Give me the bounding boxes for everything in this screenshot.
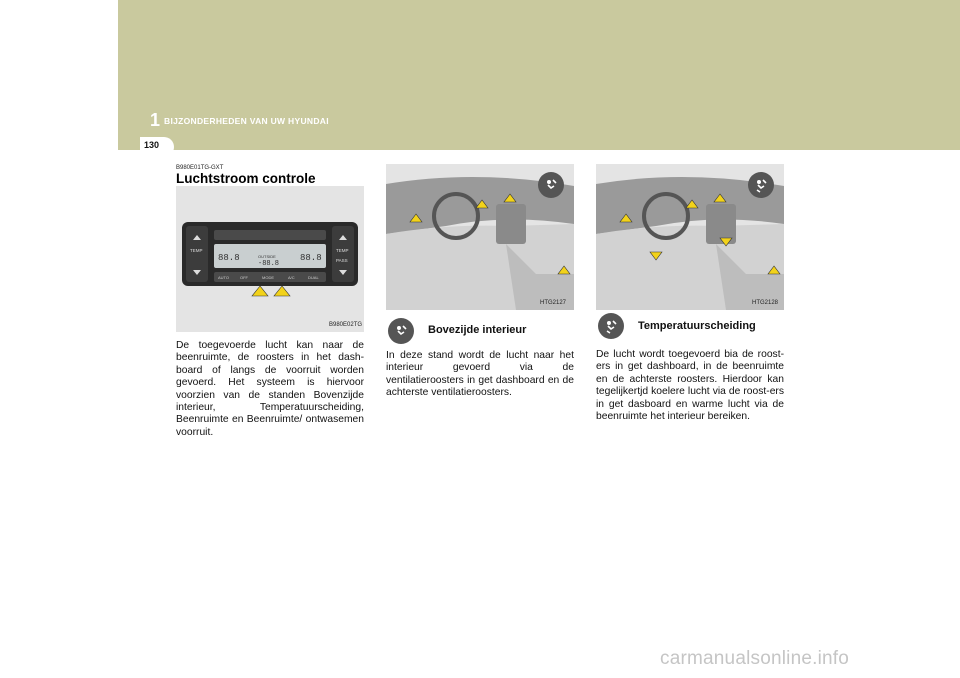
- left-body-text: De toegevoerde lucht kan naar de beenruimte, de roosters in het dash-board of langs de voorruit worden gevoerd. Het systeem is hiervoor voorzien van de standen Bovenzijde interieur, Temperatuurscheiding, Beenruimte en Beenruimte/ ontwasemen voorruit.: [176, 340, 364, 438]
- display-right-temp: 88.8: [300, 253, 322, 263]
- page-number: 130: [144, 140, 160, 150]
- header-band: [118, 0, 960, 150]
- bilevel-mode-icon-small: [598, 313, 624, 339]
- display-outside-temp: -88.8: [258, 260, 280, 268]
- pass-label: PASS: [336, 258, 348, 263]
- vent-mode-icon: [538, 172, 564, 198]
- bilevel-mode-icon: [748, 172, 774, 198]
- figure-code-left: B980E02TG: [329, 322, 363, 328]
- figure-code-middle: HTG2127: [540, 300, 567, 306]
- dashboard-figure-upper: [386, 164, 574, 310]
- chapter-title: BIJZONDERHEDEN VAN UW HYUNDAI: [164, 116, 329, 126]
- panel-button-ac: A/C: [288, 275, 295, 280]
- temp-label-right: TEMP: [336, 248, 349, 253]
- middle-body-text: In deze stand wordt de lucht naar het interieur gevoerd via de ventilatieroosters in get dashboard en de achterste ventilatieroosters.: [386, 350, 574, 399]
- outside-label: OUTSIDE: [258, 254, 276, 259]
- middle-subtitle: Bovezijde interieur: [428, 324, 527, 336]
- section-title: Luchtstroom controle: [176, 171, 316, 186]
- chapter-number: 1: [150, 110, 161, 130]
- figure-code-right: HTG2128: [752, 300, 779, 306]
- dashboard-figure-bilevel: [596, 164, 784, 310]
- panel-button-dual: DUAL: [308, 275, 319, 280]
- panel-button-auto: AUTO: [218, 275, 230, 280]
- display-left-temp: 88.8: [218, 253, 240, 263]
- climate-control-figure: [176, 186, 364, 332]
- climate-control-panel-illustration: [176, 186, 364, 332]
- panel-button-off: OFF: [240, 275, 248, 280]
- right-body-text: De lucht wordt toegevoerd bia de roost-ers in get dashboard, in de beenruimte en de achterste roosters. Hierdoor kan tegelijkertjd koelere lucht via de roost-ers in get dasboard en warme lucht via de beenruimte het interieur bereiken.: [596, 349, 784, 423]
- right-subtitle: Temperatuurscheiding: [638, 320, 756, 332]
- watermark: carmanualsonline.info: [660, 648, 850, 669]
- panel-button-mode: MODE: [262, 275, 274, 280]
- section-code: B980E01TG-GXT: [176, 165, 224, 171]
- upper-vent-mode-icon: [388, 318, 414, 344]
- temp-label-left: TEMP: [190, 248, 203, 253]
